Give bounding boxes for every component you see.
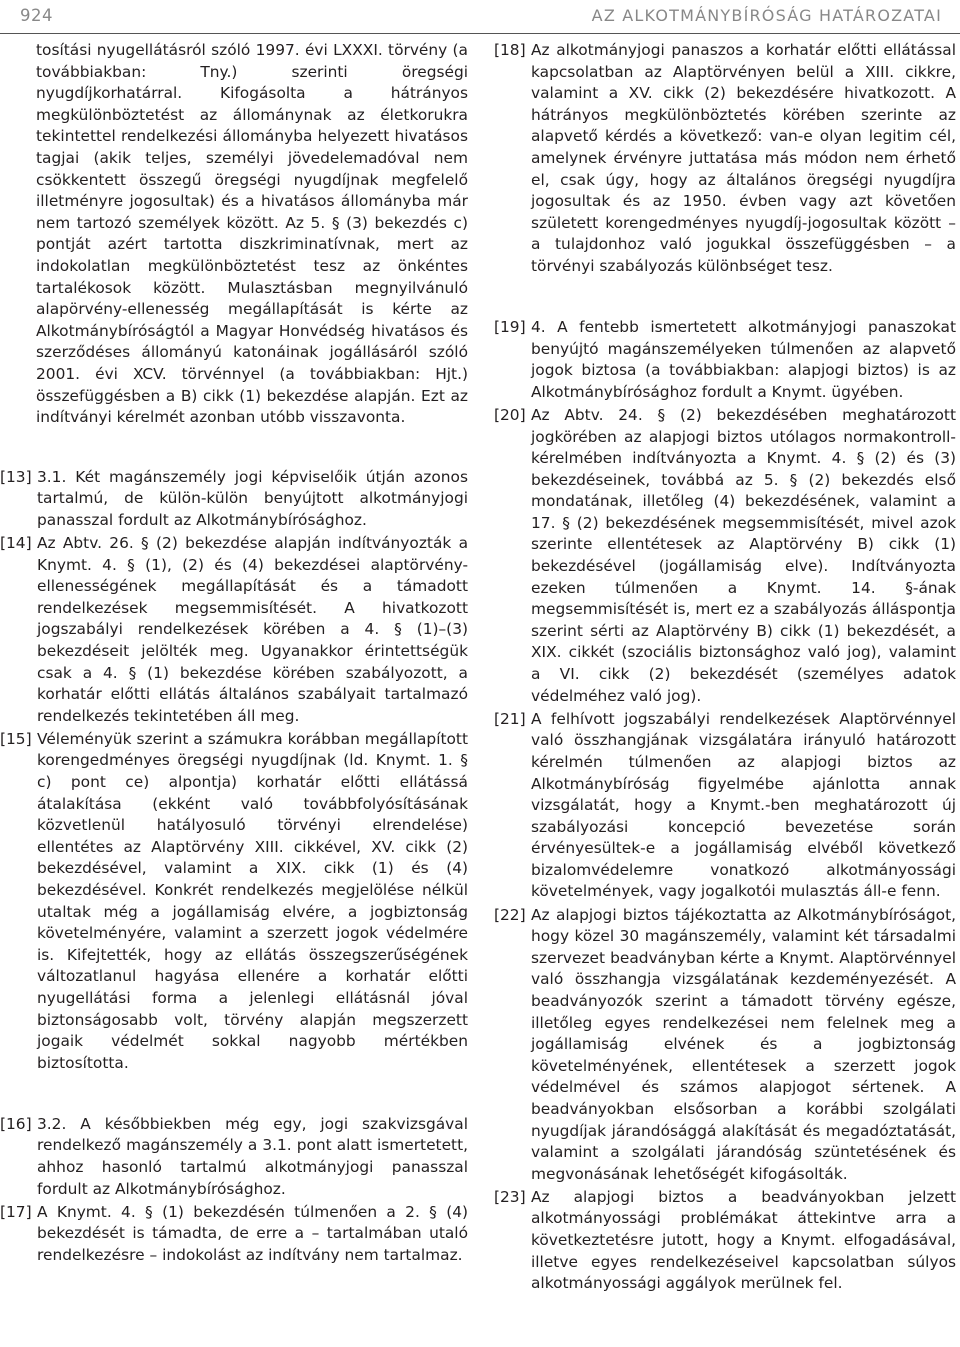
paragraph-text: Az alapjogi biztos tájékoztatta az Alkotmánybíróságot, hogy közel 30 magánszemély, valamint két társadalmi szervezet beadványban kérte a Knymt. Alaptörvénnyel való összhangja vizsgálatának kezdeményezését. A beadványozók szerint a támadott törvény egésze, illetőleg egyes rendelkezései nem felelnek meg a jogállamiság elvének és a jogbiztonság követelményének, ellentétesek a szerzett jogok védelmével és számos alapjogot sértenek. A beadványokban elsősorban a korábbi szolgálati nyugdíjak járandósággá alakítását és megadóztatását, valamint a szolgálati járandóság szüntetésének és megvonásának lehetőségét kifogásolták. (531, 905, 956, 1183)
paragraph-text: Az Abtv. 24. § (2) bekezdésében meghatározott jogkörében az alapjogi biztos utólagos normakontroll-kérelmében indítványozta a Knymt. 4. § (2) és (3) bekezdéseinek, továbbá az 5. § (2) bekezdés első mondatának, illetőleg (4) bekezdésének, valamint a 17. § (2) bekezdésének megsemmisítését, mivel azok szerinte ellentétesek az Alaptörvény B) cikk (1) bekezdésével (jogállamiság elve). Indítványozta ezeken túlmenően a Knymt. 14. §-ának megsemmisítését is, mert ez a szabályozás álláspontja szerint sérti az Alaptörvény B) cikk (1) bekezdését, a XIX. cikkét (szociális biztonsághoz való jog), valamint a VI. cikk (2) bekezdését (személyes adatok védelméhez való jog). (531, 405, 956, 705)
left-column (0, 40, 468, 1268)
paragraph-number: [17] (0, 1202, 32, 1221)
paragraph-number: [15] (0, 729, 32, 748)
paragraph-23 (494, 1187, 956, 1295)
page-header (0, 0, 960, 34)
paragraph-text: A felhívott jogszabályi rendelkezések Alaptörvénnyel való összhangjának vizsgálatára irányuló határozott kérelmén túlmenően az alapjogi biztos az Alkotmánybíróság figyelmébe ajánlotta annak vizsgálatát, hogy a Knymt.-ben meghatározott új szabályozási koncepció bevezetése során érvényesültek-e a jogállamiság elvéből következő bizalomvédelemre vonatkozó alkotmányossági követelmények, vagy jogalkotói mulasztás áll-e fenn. (531, 709, 956, 901)
paragraph-number: [22] (494, 905, 526, 924)
paragraph-21 (494, 709, 956, 903)
right-column (494, 40, 956, 1296)
paragraph-number: [20] (494, 405, 526, 424)
paragraph-number: [19] (494, 318, 526, 337)
paragraph-15 (0, 729, 468, 1075)
paragraph-20 (494, 405, 956, 707)
paragraph-17 (0, 1202, 468, 1267)
paragraph-text: 3.2. A későbbiekben még egy, jogi szakvizsgával rendelkező magánszemély a 3.1. pont alatt ismertetett, ahhoz hasonló tartalmú alkotmányjogi panasszal fordult az Alkotmánybírósághoz. (37, 1114, 468, 1198)
paragraph-number: [14] (0, 533, 32, 552)
paragraph-14 (0, 533, 468, 727)
paragraph-19 (494, 317, 956, 403)
continued-paragraph: tosítási nyugellátásról szóló 1997. évi LXXXI. törvény (a továbbiakban: Tny.) szerinti öregségi nyugdíjkorhatárral. Kifogásolta a hátrányos megkülönböztetést az állománynak az életkorukra tekintettel rendelkezési állományba helyezett hivatásos tagjai (akik teljes, személyi jövedelemadóval nem csökkentett összegű öregségi nyugdíjnak megfelelő illetményre jogosultak) és a hivatásos állományba már nem tartozó személyek között. Az 5. § (3) bekezdés c) pontját azért tartotta diszkriminatívnak, mert az indokolatlan megkülönböztetést tesz az önkéntes tartalékosok között. Mulasztásban megnyilvánuló alapörvény-ellenesség megállapítását is kérte az Alkotmánybíróságtól a Magyar Honvédség hivatásos és szerződéses állományú katonáinak jogállásáról szóló 2001. évi XCV. törvénnyel (a továbbiakban: Hjt.) összefüggésben a B) cikk (1) bekezdése alapján. Ezt az indítványi kérelmét azonban utóbb visszavonta. (36, 41, 468, 427)
paragraph-text: Véleményük szerint a számukra korábban megállapított korengedményes öregségi nyugdíjnak (ld. Knymt. 1. § c) pont ce) alpontja) korhatár előtti ellátássá átalakítása (ekként való továbbfolyósításának közvetlenül hatályosuló törvényi elrendelése) ellentétes az Alaptörvény XIII. cikkével, XV. cikk (2) bekezdésével, valamint a XIX. cikk (1) és (4) bekezdésével. Konkrét rendelkezés megjelölése nélkül utaltak még a jogállamiság elvére, a jogbiztonság követelményére, valamint a szerzett jogok védelmére is. Kifejtették, hogy az ellátás összegszerűségének változatlanul hagyása ellenére a korhatár előtti nyugellátási forma a jelenlegi ellátásnál jóval biztonságosabb volt, törvény alapján megszerzett jogaik védelmét sokkal nagyobb mértékben biztosította. (37, 729, 468, 1072)
paragraph-16 (0, 1114, 468, 1200)
paragraph-number: [23] (494, 1187, 526, 1206)
paragraph-number: [13] (0, 467, 32, 486)
paragraph-18 (494, 40, 956, 278)
paragraph-22 (494, 905, 956, 1186)
paragraph-text: 3.1. Két magánszemély jogi képviselőik útján azonos tartalmú, de külön-külön benyújtott alkotmányjogi panasszal fordult az Alkotmánybírósághoz. (37, 467, 468, 529)
paragraph-number: [16] (0, 1114, 32, 1133)
paragraph-text: A Knymt. 4. § (1) bekezdésén túlmenően a 2. § (4) bekezdését is támadta, de erre a – tartalmában utaló rendelkezésre – indokolást az indítvány nem tartalmaz. (37, 1202, 468, 1264)
paragraph-text: Az Abtv. 26. § (2) bekezdése alapján indítványozták a Knymt. 4. § (1), (2) és (4) bekezdései alaptörvény-ellenességének megállapítását és a támadott rendelkezések megsemmisítését. A hivatkozott jogszabályi rendelkezések körében a 4. § (1)–(3) bekezdéseit jelölték meg. Ugyanakkor érintettségük csak a 4. § (1) bekezdése körében szabályozott, a korhatár előtti ellátás általános szabályait tartalmazó rendelkezés tekintetében áll meg. (37, 533, 468, 725)
paragraph-text: Az alapjogi biztos a beadványokban jelzett alkotmányossági problémákat áttekintve arra a következtetésre jutott, hogy a Knymt. elfogadásával, illetve egyes rendelkezéseivel kapcsolatban súlyos alkotmányossági aggályok merülnek fel. (531, 1187, 956, 1293)
paragraph-number: [18] (494, 41, 526, 59)
paragraph-number: [21] (494, 709, 526, 728)
paragraph-text: Az alkotmányjogi panaszos a korhatár előtti ellátással kapcsolatban az Alaptörvényen belül a XIII. cikkre, valamint a XV. cikk (2) bekezdésére hivatkozott. A hátrányos megkülönböztetés körében szerinte az alapvető kérdés a következő: van-e olyan legitim cél, amelynek érvényre juttatása más módon nem érhető el, csak úgy, hogy az általános öregségi nyugdíjra jogosultak és az 1950. évben vagy azt követően született korengedményes nyugdíj-jogosultak között – a tulajdonhoz való jogukkal összefüggésben – a törvényi szabályozás különbséget tesz. (531, 41, 956, 275)
paragraph-13 (0, 467, 468, 532)
running-title: AZ ALKOTMÁNYBÍRÓSÁG HATÁROZATAI (591, 6, 942, 25)
page-number: 924 (20, 6, 53, 25)
paragraph-text: 4. A fentebb ismertetett alkotmányjogi panaszokat benyújtó magánszemélyeken túlmenően az alapvető jogok biztosa (a továbbiakban: alapjogi biztos) is az Alkotmánybírósághoz fordult a Knymt. ügyében. (531, 318, 956, 401)
